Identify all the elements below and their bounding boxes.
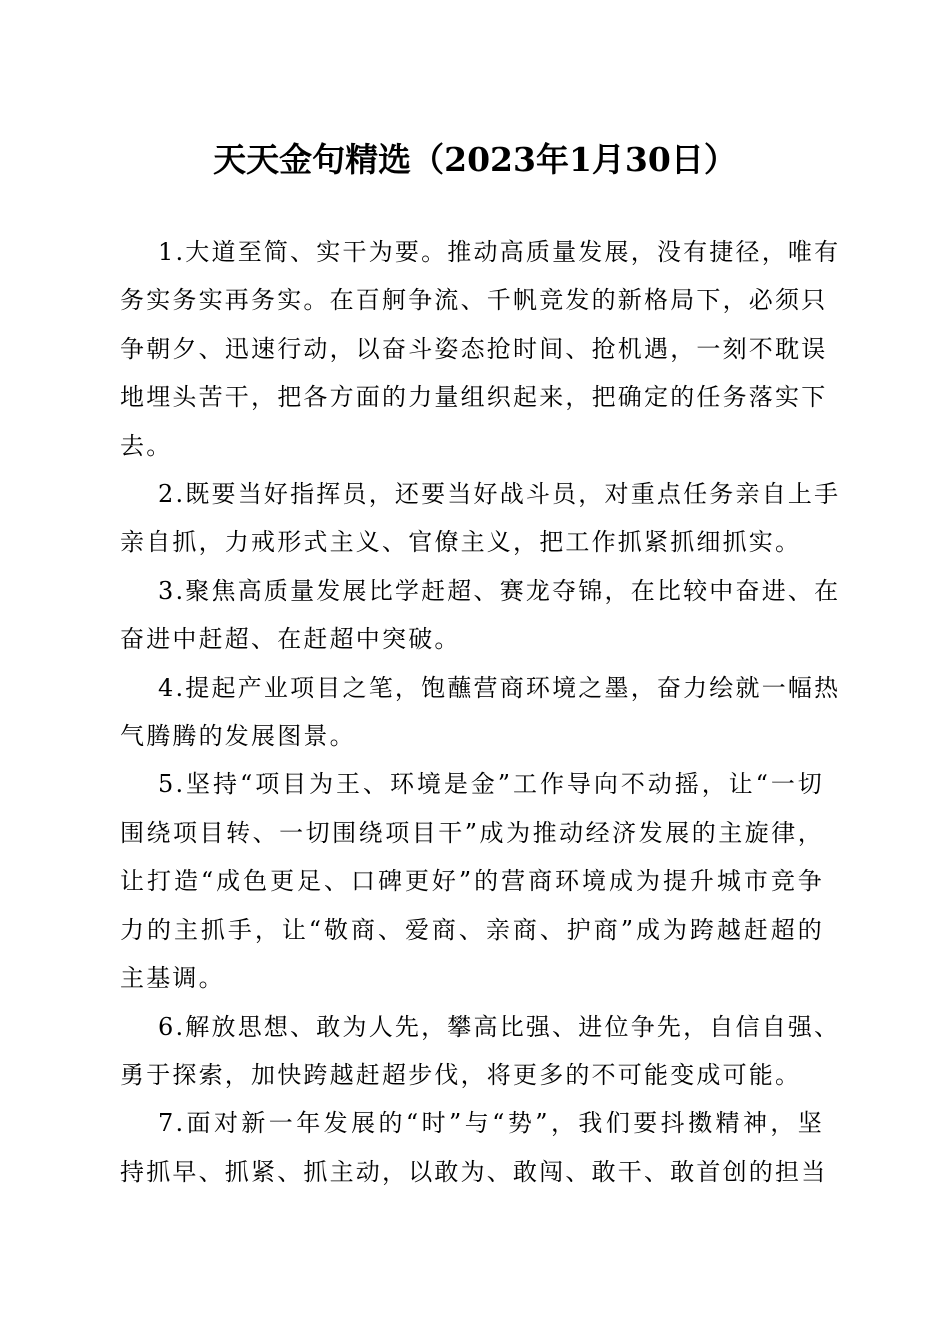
text-line: 6.解放思想、敢为人先，攀高比强、进位争先，自信自强、 [158,1012,841,1041]
text-line: 奋进中赶超、在赶超中突破。 [120,625,461,654]
text-line: 力的主抓手，让“敬商、爱商、亲商、护商”成为跨越赶超的 [120,915,824,944]
quote-paragraph-3 [120,567,841,664]
text-line: 4.提起产业项目之笔，饱蘸营商环境之墨，奋力绘就一幅热 [158,673,841,702]
text-line: 亲自抓，力戒形式主义、官僚主义，把工作抓紧抓细抓实。 [120,528,802,557]
quote-paragraph-4 [120,664,841,761]
text-line: 主基调。 [120,964,225,993]
text-line: 持抓早、抓紧、抓主动，以敢为、敢闯、敢干、敢首创的担当 [120,1157,828,1186]
text-line: 去。 [120,431,173,460]
text-line: 务实务实再务实。在百舸争流、千帆竞发的新格局下，必须只 [120,286,828,315]
document-title: 天天金句精选（2023年1月30日） [213,140,737,179]
text-line: 2.既要当好指挥员，还要当好战斗员，对重点任务亲自上手 [158,480,841,509]
text-line: 地埋头苦干，把各方面的力量组织起来，把确定的任务落实下 [120,383,828,412]
quote-paragraph-5 [120,760,824,1002]
text-line: 气腾腾的发展图景。 [120,722,356,751]
quote-paragraph-7 [120,1099,828,1196]
text-line: 让打造“成色更足、口碑更好”的营商环境成为提升城市竞争 [120,867,824,896]
quote-paragraph-6 [120,1003,841,1100]
text-line: 勇于探索，加快跨越赶超步伐，将更多的不可能变成可能。 [120,1060,802,1089]
text-line: 3.聚焦高质量发展比学赶超、赛龙夺锦，在比较中奋进、在 [158,576,841,605]
quote-paragraph-1 [120,228,841,470]
text-line: 5.坚持“项目为王、环境是金”工作导向不动摇，让“一切 [158,770,824,799]
text-line: 1.大道至简、实干为要。推动高质量发展，没有捷径，唯有 [158,238,841,266]
quote-paragraph-2 [120,470,841,567]
text-line: 争朝夕、迅速行动，以奋斗姿态抢时间、抢机遇，一刻不耽误 [120,334,828,363]
text-line: 7.面对新一年发展的“时”与“势”，我们要抖擞精神，坚 [158,1109,824,1138]
text-line: 围绕项目转、一切围绕项目干”成为推动经济发展的主旋律， [120,818,824,847]
document-body [120,228,841,1196]
